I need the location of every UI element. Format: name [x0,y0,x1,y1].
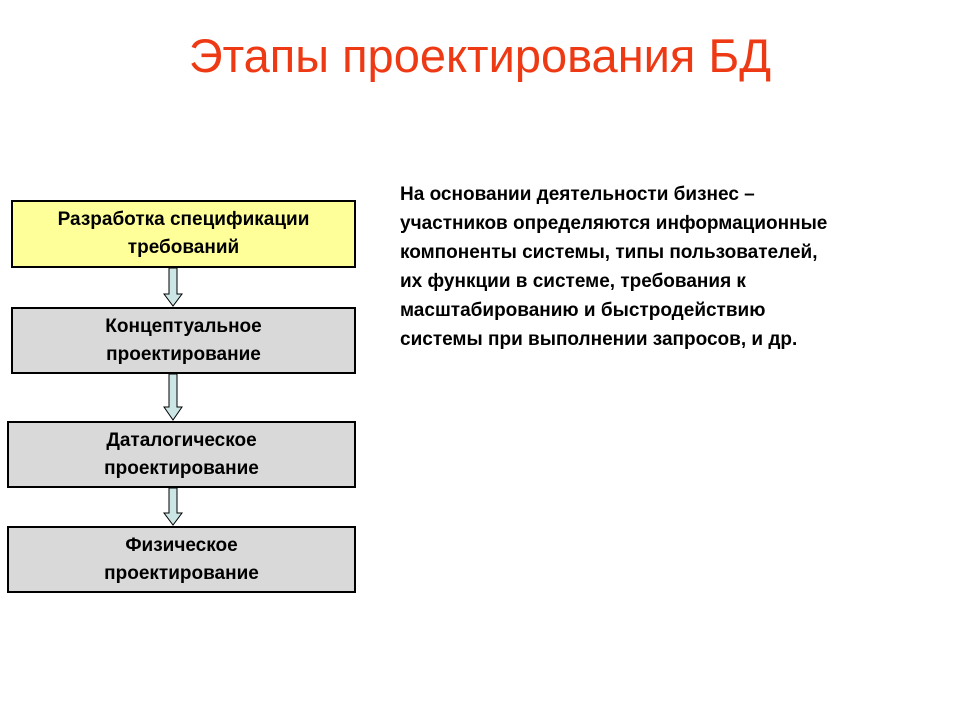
description-text [400,180,948,354]
description-line: компоненты системы, типы пользователей, [400,242,818,263]
stage-physical-design [7,526,356,593]
down-arrow-icon [163,488,183,526]
stage-label-line: проектирование [104,457,259,479]
description-line: масштабированию и быстродействию [400,300,766,321]
stage-label-line: Концептуальное [105,315,262,337]
stage-label-line: требований [127,237,240,258]
description-line: участников определяются информационные [400,213,828,234]
stage-conceptual-design [11,307,356,374]
stage-label-line: Физическое [125,534,238,556]
description-line: На основании деятельности бизнес – [400,184,755,205]
down-arrow-icon [163,374,183,421]
down-arrow-icon [163,268,183,307]
stage-datalogical-design [7,421,356,488]
description-line: системы при выполнении запросов, и др. [400,329,798,350]
slide-title: Этапы проектирования БД [188,29,772,82]
description-line: их функции в системе, требования к [400,271,746,292]
stage-label-line: проектирование [104,562,259,584]
stage-label-line: Даталогическое [106,429,257,451]
stage-requirements-spec [11,200,356,268]
stage-label-line: Разработка спецификации [57,209,310,230]
stage-label-line: проектирование [106,343,261,365]
